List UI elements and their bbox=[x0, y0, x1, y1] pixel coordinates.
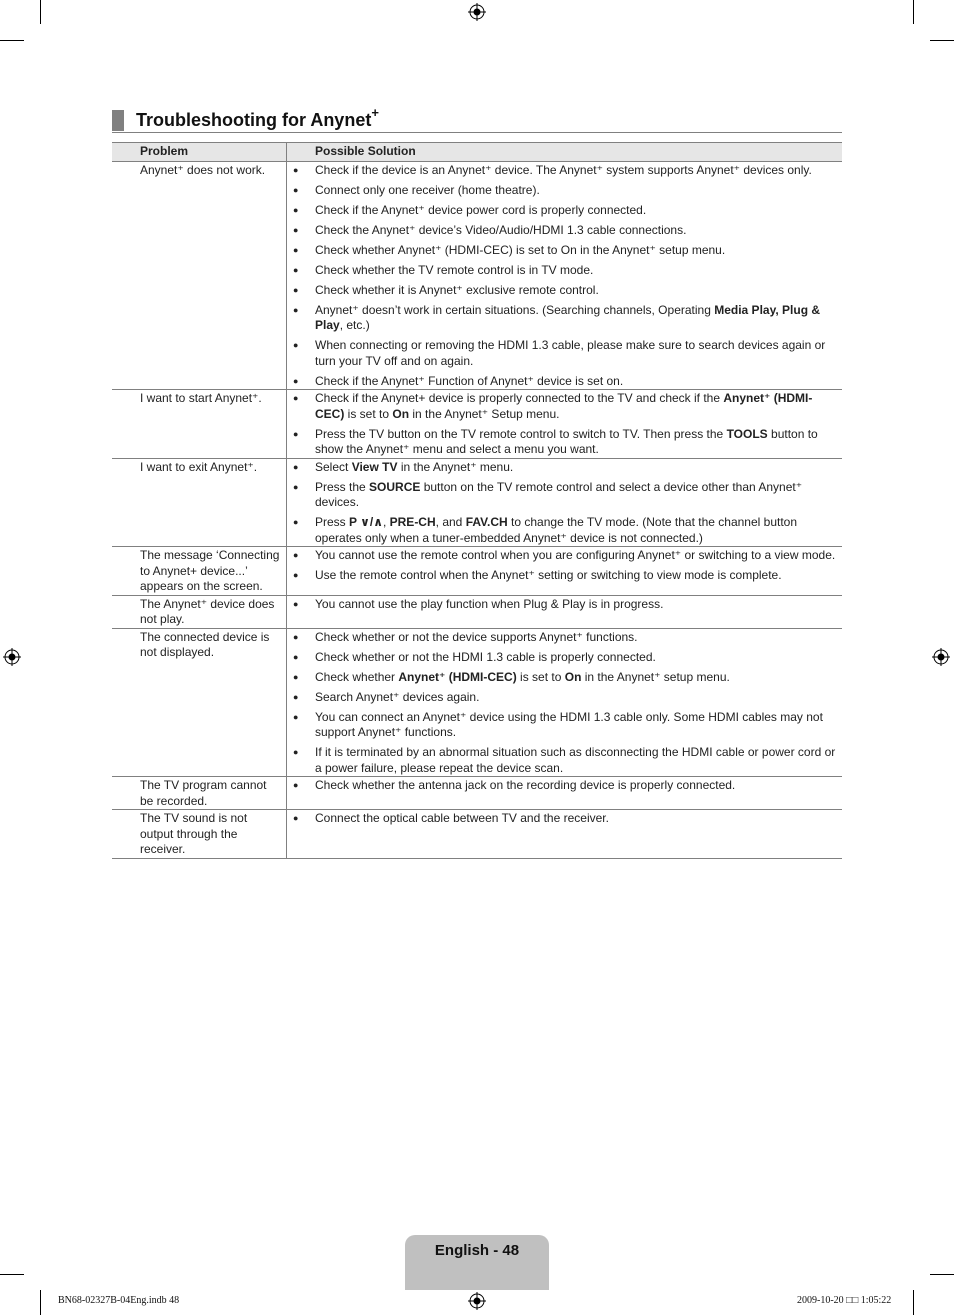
solution-item bbox=[287, 338, 836, 369]
solution-text: in the Anynet⁺ Setup menu. bbox=[409, 406, 560, 421]
solution-text: , bbox=[382, 515, 390, 529]
table-row bbox=[112, 458, 842, 547]
solution-text: You cannot use the remote control when you are configuring Anynet⁺ or switching to a view mode. bbox=[315, 548, 836, 562]
solution-text: When connecting or removing the HDMI 1.3 cable, please make sure to search devices again or turn your TV off and on again. bbox=[315, 338, 826, 368]
solution-text: Search Anynet⁺ devices again. bbox=[315, 689, 480, 704]
solution-list bbox=[287, 460, 836, 547]
solution-list bbox=[287, 778, 836, 794]
solution-item bbox=[287, 183, 836, 199]
solution-text-bold: Media Play, Plug & Play bbox=[315, 302, 821, 332]
solution-item bbox=[287, 263, 836, 279]
bullet-icon: ● bbox=[293, 570, 299, 580]
bullet-icon: ● bbox=[293, 517, 299, 527]
solution-item bbox=[287, 427, 836, 458]
bullet-icon: ● bbox=[293, 461, 299, 472]
solution-list bbox=[287, 391, 836, 458]
solution-text: to change the TV mode. (Note that the channel button operates only when a tuner-embedded Anynet⁺ device is not connected.) bbox=[315, 515, 798, 545]
solution-cell bbox=[287, 628, 843, 777]
solution-cell bbox=[287, 161, 843, 390]
solution-list bbox=[287, 548, 836, 584]
solution-text-bold: View TV bbox=[351, 459, 398, 474]
solution-text: Select bbox=[315, 459, 352, 474]
solution-item bbox=[287, 710, 836, 741]
bullet-icon: ● bbox=[293, 164, 299, 175]
troubleshooting-table bbox=[112, 142, 842, 859]
solution-text: Connect only one receiver (home theatre). bbox=[315, 182, 540, 197]
bullet-icon: ● bbox=[293, 340, 299, 350]
table-row bbox=[112, 161, 842, 390]
bullet-icon: ● bbox=[293, 375, 299, 386]
solution-text: Check if the Anynet⁺ device power cord is properly connected. bbox=[315, 202, 647, 217]
solution-text-bold: TOOLS bbox=[726, 426, 768, 441]
solution-text: Press the bbox=[315, 479, 370, 494]
title-superscript: + bbox=[371, 105, 379, 120]
solution-text: Check whether it is Anynet⁺ exclusive remote control. bbox=[315, 282, 599, 297]
solution-list bbox=[287, 163, 836, 390]
crop-mark bbox=[0, 40, 24, 41]
solution-item bbox=[287, 670, 836, 686]
solution-text: Press bbox=[315, 515, 350, 529]
solution-text: Check if the Anynet+ device is properly connected to the TV and check if the bbox=[315, 391, 724, 405]
solution-text: Check the Anynet⁺ device’s Video/Audio/HDMI 1.3 cable connections. bbox=[315, 222, 687, 237]
print-slug-timestamp: 2009-10-20 □□ 1:05:22 bbox=[797, 1295, 892, 1306]
solution-text: Check whether the TV remote control is in TV mode. bbox=[315, 262, 594, 277]
bullet-icon: ● bbox=[293, 284, 299, 295]
crop-mark bbox=[913, 0, 914, 24]
bullet-icon: ● bbox=[293, 651, 299, 662]
solution-text: Anynet⁺ doesn’t work in certain situations. (Searching channels, Operating bbox=[315, 302, 715, 317]
table-body bbox=[112, 161, 842, 858]
bullet-icon: ● bbox=[293, 780, 299, 790]
solution-text: button on the TV remote control and select a device other than Anynet⁺ devices. bbox=[315, 479, 803, 509]
solution-cell bbox=[287, 810, 843, 859]
solution-item bbox=[287, 515, 836, 546]
problem-cell: I want to exit Anynet⁺. bbox=[112, 458, 287, 547]
bullet-icon: ● bbox=[293, 184, 299, 195]
solution-text: Check whether the antenna jack on the recording device is properly connected. bbox=[315, 778, 736, 792]
solution-cell bbox=[287, 547, 843, 596]
problem-cell: The message ‘Connecting to Anynet+ device...’ appears on the screen. bbox=[112, 547, 287, 596]
bullet-icon: ● bbox=[293, 244, 299, 255]
solution-text: You can connect an Anynet⁺ device using the HDMI 1.3 cable only. Some HDMI cables may not support Anynet⁺ functions. bbox=[315, 709, 823, 739]
solution-text-bold: On bbox=[392, 406, 410, 421]
solution-item bbox=[287, 243, 836, 259]
solution-item bbox=[287, 460, 836, 476]
bullet-icon: ● bbox=[293, 428, 299, 439]
solution-item bbox=[287, 203, 836, 219]
crop-mark bbox=[40, 1290, 41, 1315]
crop-mark bbox=[913, 1290, 914, 1315]
section-title: Troubleshooting for Anynet+ bbox=[136, 105, 379, 130]
solution-list bbox=[287, 630, 836, 777]
solution-item bbox=[287, 283, 836, 299]
solution-text-bold: P ∨/∧ bbox=[349, 515, 383, 529]
solution-list bbox=[287, 811, 836, 827]
crop-mark bbox=[930, 1274, 954, 1275]
solution-item bbox=[287, 391, 836, 422]
solution-item bbox=[287, 548, 836, 564]
bullet-icon: ● bbox=[293, 481, 299, 492]
bullet-icon: ● bbox=[293, 671, 299, 682]
solution-item bbox=[287, 374, 836, 390]
solution-text: , and bbox=[435, 515, 466, 529]
table-header-row bbox=[112, 143, 842, 162]
solution-item bbox=[287, 811, 836, 827]
solution-text: Check if the Anynet⁺ Function of Anynet⁺ device is set on. bbox=[315, 373, 624, 388]
crop-mark bbox=[0, 1274, 24, 1275]
solution-text: You cannot use the play function when Plug & Play is in progress. bbox=[315, 596, 664, 611]
solution-text: Check whether or not the device supports Anynet⁺ functions. bbox=[315, 629, 638, 644]
problem-cell: The TV sound is not output through the receiver. bbox=[112, 810, 287, 859]
solution-text: If it is terminated by an abnormal situation such as disconnecting the HDMI cable or power cord or a power failure, please repeat the device scan. bbox=[315, 745, 836, 775]
solution-text: , etc.) bbox=[339, 318, 370, 332]
solution-item bbox=[287, 480, 836, 511]
print-slug-file: BN68-02327B-04Eng.indb 48 bbox=[58, 1295, 180, 1306]
page-number-label: English - 48 bbox=[434, 1242, 520, 1259]
solution-text: Check whether or not the HDMI 1.3 cable is properly connected. bbox=[315, 649, 656, 664]
solution-text-bold: SOURCE bbox=[369, 479, 421, 494]
problem-cell: The Anynet⁺ device does not play. bbox=[112, 595, 287, 628]
bullet-icon: ● bbox=[293, 813, 299, 823]
problem-cell: Anynet⁺ does not work. bbox=[112, 161, 287, 390]
bullet-icon: ● bbox=[293, 598, 299, 609]
solution-text: is set to bbox=[344, 406, 393, 421]
solution-item bbox=[287, 690, 836, 706]
solution-text: Use the remote control when the Anynet⁺ setting or switching to view mode is complete. bbox=[315, 568, 782, 582]
table-row bbox=[112, 777, 842, 810]
table-row bbox=[112, 810, 842, 859]
solution-text-bold: PRE-CH bbox=[389, 515, 436, 529]
page-number-tab bbox=[405, 1235, 549, 1290]
bullet-icon: ● bbox=[293, 691, 299, 702]
solution-text: in the Anynet⁺ setup menu. bbox=[581, 669, 730, 684]
crop-mark bbox=[930, 40, 954, 41]
bullet-icon: ● bbox=[293, 304, 299, 315]
solution-text: button to show the Anynet⁺ menu and select a menu you want. bbox=[315, 426, 818, 456]
crop-mark bbox=[40, 0, 41, 24]
title-accent-bar bbox=[112, 110, 124, 131]
registration-mark-icon bbox=[3, 648, 21, 666]
bullet-icon: ● bbox=[293, 393, 299, 403]
bullet-icon: ● bbox=[293, 631, 299, 642]
solution-item bbox=[287, 630, 836, 646]
bullet-icon: ● bbox=[293, 747, 299, 757]
bullet-icon: ● bbox=[293, 711, 299, 722]
registration-mark-icon bbox=[932, 648, 950, 666]
solution-cell bbox=[287, 777, 843, 810]
table-row bbox=[112, 628, 842, 777]
solution-text: Connect the optical cable between TV and the receiver. bbox=[315, 811, 609, 825]
solution-text-bold: Anynet⁺ (HDMI-CEC) bbox=[315, 391, 813, 421]
solution-text: Check if the device is an Anynet⁺ device. The Anynet⁺ system supports Anynet⁺ devices only. bbox=[315, 162, 812, 177]
solution-item bbox=[287, 568, 836, 584]
solution-cell bbox=[287, 458, 843, 547]
solution-item bbox=[287, 303, 836, 334]
bullet-icon: ● bbox=[293, 550, 299, 560]
solution-item bbox=[287, 745, 836, 776]
solution-text: Check whether bbox=[315, 669, 399, 684]
problem-cell: The connected device is not displayed. bbox=[112, 628, 287, 777]
solution-text-bold: FAV.CH bbox=[465, 515, 508, 529]
solution-item bbox=[287, 163, 836, 179]
solution-cell bbox=[287, 595, 843, 628]
solution-list bbox=[287, 597, 836, 613]
solution-text: Check whether Anynet⁺ (HDMI-CEC) is set to On in the Anynet⁺ setup menu. bbox=[315, 242, 726, 257]
solution-item bbox=[287, 223, 836, 239]
solution-text: in the Anynet⁺ menu. bbox=[397, 459, 514, 474]
table-row bbox=[112, 595, 842, 628]
table-row bbox=[112, 390, 842, 459]
column-header-solution: Possible Solution bbox=[287, 143, 843, 162]
bullet-icon: ● bbox=[293, 264, 299, 275]
registration-mark-icon bbox=[468, 1292, 486, 1310]
solution-text-bold: On bbox=[564, 669, 582, 684]
solution-cell bbox=[287, 390, 843, 459]
solution-item bbox=[287, 597, 836, 613]
solution-text: is set to bbox=[516, 669, 565, 684]
section-header bbox=[112, 106, 842, 133]
column-header-problem: Problem bbox=[112, 143, 287, 162]
bullet-icon: ● bbox=[293, 224, 299, 235]
solution-text-bold: Anynet⁺ (HDMI-CEC) bbox=[398, 669, 517, 684]
solution-item bbox=[287, 778, 836, 794]
solution-text: Press the TV button on the TV remote control to switch to TV. Then press the bbox=[315, 426, 727, 441]
registration-mark-icon bbox=[468, 3, 486, 21]
table-row bbox=[112, 547, 842, 596]
solution-item bbox=[287, 650, 836, 666]
problem-cell: The TV program cannot be recorded. bbox=[112, 777, 287, 810]
problem-cell: I want to start Anynet⁺. bbox=[112, 390, 287, 459]
bullet-icon: ● bbox=[293, 204, 299, 215]
